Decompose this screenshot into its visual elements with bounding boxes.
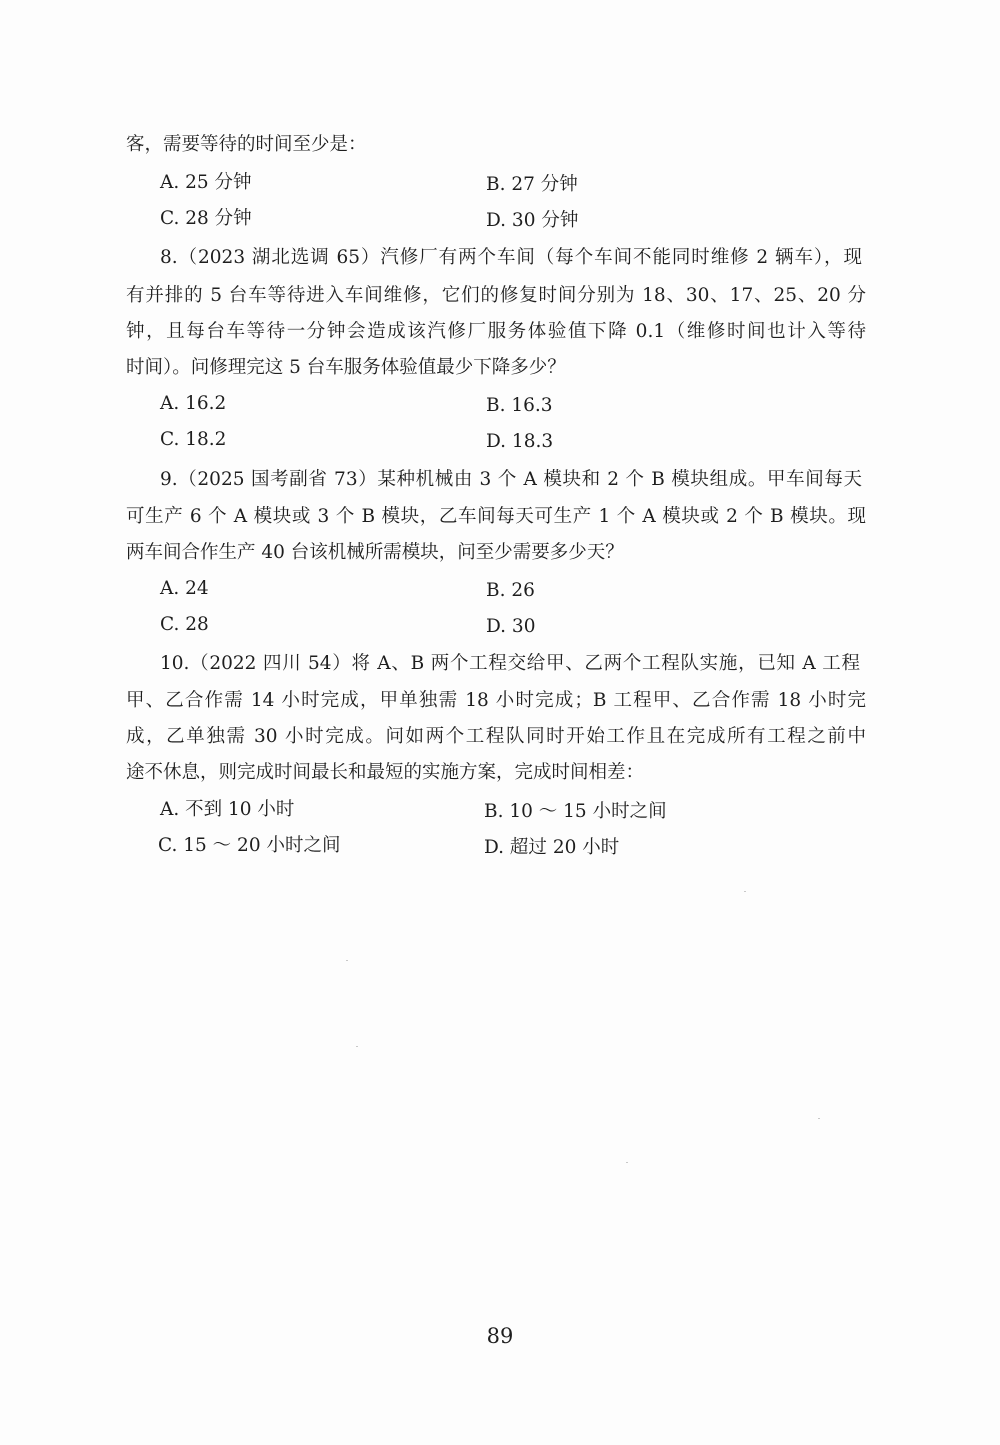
scan-speck [744, 891, 746, 892]
q8-option-d: D. 18.3 [486, 431, 554, 452]
page-number: 89 [486, 1324, 514, 1348]
q10-stem-line-4: 途不休息，则完成时间最长和最短的实施方案，完成时间相差： [126, 762, 645, 783]
scan-speck [626, 1162, 628, 1163]
q9-stem-line-1: 9.（2025 国考副省 73）某种机械由 3 个 A 模块和 2 个 B 模块组成。甲车间每天 [160, 469, 862, 490]
q10-option-d: D. 超过 20 小时 [484, 837, 620, 858]
q8-stem-line-4: 时间）。问修理完这 5 台车服务体验值最少下降多少？ [126, 357, 566, 378]
q10-stem-line-1: 10.（2022 四川 54）将 A、B 两个工程交给甲、乙两个工程队实施，已知 A 工程 [160, 653, 860, 674]
q8-stem-line-1: 8.（2023 湖北选调 65）汽修厂有两个车间（每个车间不能同时维修 2 辆车），现 [160, 247, 862, 268]
q10-stem-line-2: 甲、乙合作需 14 小时完成，甲单独需 18 小时完成；B 工程甲、乙合作需 18 小时完 [126, 690, 866, 711]
q8-option-c: C. 18.2 [160, 429, 227, 450]
q9-option-d: D. 30 [486, 616, 536, 637]
q7-option-a: A. 25 分钟 [160, 172, 252, 193]
scan-speck [818, 1118, 820, 1119]
q9-stem-line-2: 可生产 6 个 A 模块或 3 个 B 模块，乙车间每天可生产 1 个 A 模块或 2 个 B 模块。现 [126, 506, 866, 527]
q8-option-b: B. 16.3 [486, 395, 553, 416]
q10-option-c: C. 15 ～ 20 小时之间 [158, 835, 341, 856]
q9-option-b: B. 26 [486, 580, 535, 601]
q7-option-b: B. 27 分钟 [486, 174, 578, 195]
q7-stem-tail: 客，需要等待的时间至少是： [126, 134, 367, 155]
q7-option-d: D. 30 分钟 [486, 210, 579, 231]
q10-option-a: A. 不到 10 小时 [160, 799, 295, 820]
q7-option-c: C. 28 分钟 [160, 208, 252, 229]
q9-option-a: A. 24 [160, 578, 209, 599]
q8-option-a: A. 16.2 [160, 393, 227, 414]
q8-stem-line-3: 钟，且每台车等待一分钟会造成该汽修厂服务体验值下降 0.1（维修时间也计入等待 [126, 321, 866, 342]
scan-speck [346, 960, 348, 961]
q9-option-c: C. 28 [160, 614, 209, 635]
q9-stem-line-3: 两车间合作生产 40 台该机械所需模块，问至少需要多少天？ [126, 542, 624, 563]
q10-option-b: B. 10 ～ 15 小时之间 [484, 801, 667, 822]
q8-stem-line-2: 有并排的 5 台车等待进入车间维修，它们的修复时间分别为 18、30、17、25、20 分 [126, 285, 866, 306]
scan-speck [356, 1046, 358, 1047]
q10-stem-line-3: 成，乙单独需 30 小时完成。问如两个工程队同时开始工作且在完成所有工程之前中 [126, 726, 866, 747]
